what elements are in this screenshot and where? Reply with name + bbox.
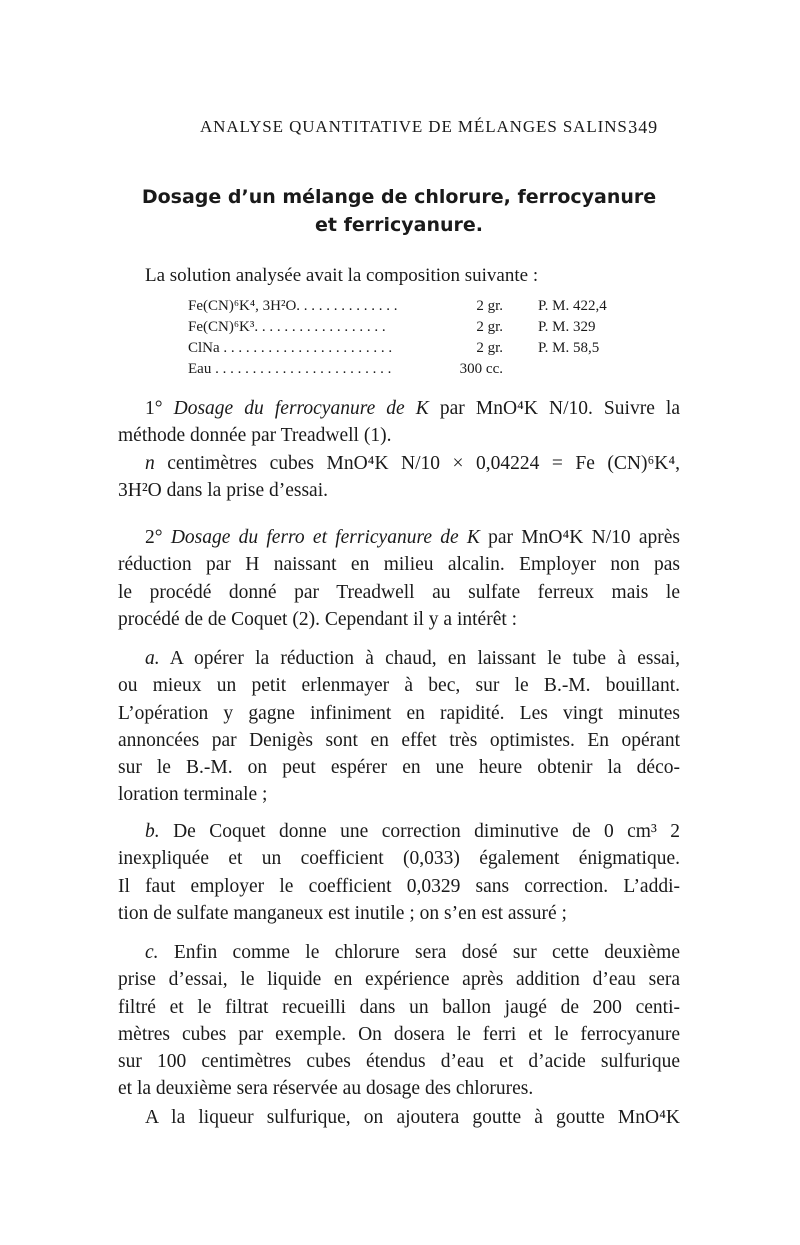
text-line: inexpliquée et un coefficient (0,033) également énigmatique. <box>118 848 680 870</box>
text-line: annoncées par Denigès sont en effet très optimistes. En opérant <box>118 729 680 751</box>
paragraph-ferro-ferricyanure <box>118 524 680 633</box>
molecular-weight: P. M. 329 <box>538 319 596 335</box>
amount: 2 gr. <box>476 340 503 356</box>
section-heading-line-1: Dosage d’un mélange de chlorure, ferrocyanure <box>141 186 657 208</box>
text-line: 3H²O dans la prise d’essai. <box>118 479 329 501</box>
text-line: tion de sulfate manganeux est inutile ; on s’en est assuré ; <box>118 902 567 924</box>
text-line: b. De Coquet donne une correction diminutive de 0 cm³ 2 <box>145 821 680 842</box>
molecular-weight: P. M. 422,4 <box>538 298 607 314</box>
text-line: et la deuxième sera réservée au dosage des chlorures. <box>118 1078 534 1100</box>
paragraph-ferrocyanure <box>118 395 680 504</box>
paragraph-a <box>118 645 680 809</box>
substance: ClNa . . . . . . . . . . . . . . . . . . . . . . . <box>188 340 393 356</box>
text-line: L’opération y gagne infiniment en rapidité. Les vingt minutes <box>118 702 680 724</box>
page-number: 349 <box>628 117 658 137</box>
intro-sentence: La solution analysée avait la composition suivante : <box>145 265 539 286</box>
paragraph-c <box>118 939 680 1103</box>
text-line: mètres cubes par exemple. On dosera le ferri et le ferrocyanure <box>118 1023 680 1045</box>
text-line: sur 100 centimètres cubes étendus d’eau et d’acide sulfurique <box>118 1051 680 1073</box>
text-line: 1° Dosage du ferrocyanure de K par MnO⁴K N/10. Suivre la <box>145 398 680 419</box>
text-line: méthode donnée par Treadwell (1). <box>118 425 392 447</box>
text-line: procédé de de Coquet (2). Cependant il y a intérêt : <box>118 608 518 630</box>
molecular-weight: P. M. 58,5 <box>538 340 600 356</box>
text-line: A la liqueur sulfurique, on ajoutera goutte à goutte MnO⁴K <box>145 1107 680 1128</box>
text-line: ou mieux un petit erlenmayer à bec, sur le B.-M. bouillant. <box>118 675 680 697</box>
section-heading-line-2: et ferricyanure. <box>315 214 483 236</box>
paragraph-b <box>118 818 680 927</box>
amount: 300 cc. <box>459 361 503 377</box>
text-line: Il faut employer le coefficient 0,0329 sans correction. L’addi- <box>118 875 680 897</box>
text-line: réduction par H naissant en milieu alcalin. Employer non pas <box>118 554 680 576</box>
amount: 2 gr. <box>476 298 503 314</box>
text-line: prise d’essai, le liquide en expérience après addition d’eau sera <box>118 969 680 991</box>
text-line: sur le B.-M. on peut espérer en une heure obtenir la déco- <box>118 757 680 779</box>
composition-table <box>188 298 658 382</box>
text-line: n centimètres cubes MnO⁴K N/10 × 0,04224 = Fe (CN)⁶K⁴, <box>145 452 680 474</box>
composition-row <box>188 340 658 361</box>
composition-row <box>188 361 658 382</box>
substance: Eau . . . . . . . . . . . . . . . . . . . . . . . . <box>188 361 392 377</box>
text-line: filtré et le filtrat recueilli dans un ballon jaugé de 200 centi- <box>118 996 680 1018</box>
text-line: loration terminale ; <box>118 784 268 806</box>
text-line: 2° Dosage du ferro et ferricyanure de K par MnO⁴K N/10 après <box>145 527 680 548</box>
amount: 2 gr. <box>476 319 503 335</box>
text-line: a. A opérer la réduction à chaud, en laissant le tube à essai, <box>145 648 680 669</box>
text-line: le procédé donné par Treadwell au sulfate ferreux mais le <box>118 581 680 603</box>
substance: Fe(CN)⁶K⁴, 3H²O. . . . . . . . . . . . . . <box>188 298 398 314</box>
substance: Fe(CN)⁶K³. . . . . . . . . . . . . . . . . . <box>188 319 386 335</box>
running-head-title: ANALYSE QUANTITATIVE DE MÉLANGES SALINS. <box>200 117 633 136</box>
paragraph-d <box>118 1104 680 1131</box>
text-line: c. Enfin comme le chlorure sera dosé sur cette deuxième <box>145 942 680 963</box>
composition-row <box>188 319 658 340</box>
composition-row <box>188 298 658 319</box>
